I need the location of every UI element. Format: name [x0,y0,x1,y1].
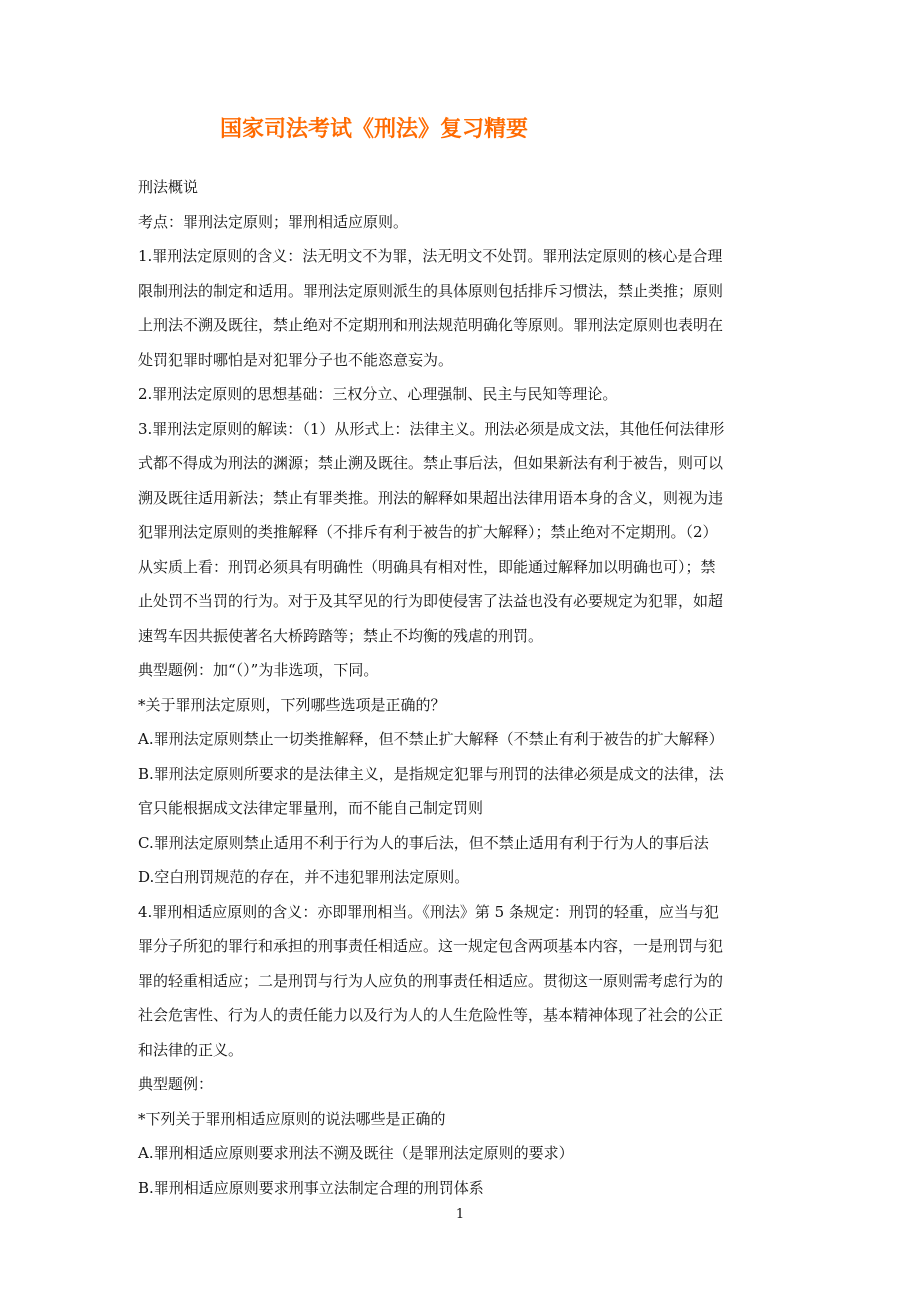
text-line: 典型题例： [138,1075,214,1093]
text-line: 止处罚不当罚的行为。对于及其罕见的行为即使侵害了法益也没有必要规定为犯罪，如超 [138,592,724,610]
text-line: 罪分子所犯的罪行和承担的刑事责任相适应。这一规定包含两项基本内容，一是刑罚与犯 [138,937,724,955]
text-line: B.罪刑相适应原则要求刑事立法制定合理的刑罚体系 [138,1178,484,1197]
text-line: 考点：罪刑法定原则；罪刑相适应原则。 [138,212,409,231]
text-line: 罪的轻重相适应；二是刑罚与行为人应负的刑事责任相适应。贯彻这一原则需考虑行为的 [138,971,724,990]
page-number: 1 [455,1207,465,1222]
text-line: *下列关于罪刑相适应原则的说法哪些是正确的 [138,1109,446,1128]
text-line: 1.罪刑法定原则的含义：法无明文不为罪，法无明文不处罚。罪刑法定原则的核心是合理 [138,247,723,265]
text-line: 速驾车因共振使著名大桥跨踏等；禁止不均衡的残虐的刑罚。 [138,626,544,645]
text-line: A.罪刑相适应原则要求刑法不溯及既往（是罪刑法定原则的要求） [138,1144,574,1162]
text-line: 和法律的正义。 [138,1040,244,1059]
text-line: 限制刑法的制定和适用。罪刑法定原则派生的具体原则包括排斥习惯法，禁止类推；原则 [138,281,724,300]
text-line: D.空白刑罚规范的存在，并不违犯罪刑法定原则。 [138,868,470,886]
text-line: 处罚犯罪时哪怕是对犯罪分子也不能恣意妄为。 [138,350,454,369]
document-body [138,170,783,1205]
text-line: 刑法概说 [138,178,199,196]
text-line: 官只能根据成文法律定罪量刑，而不能自己制定罚则 [138,799,484,817]
text-line: 3.罪刑法定原则的解读：（1）从形式上：法律主义。刑法必须是成文法，其他任何法律形 [138,419,725,438]
document-title: 国家司法考试《刑法》复习精要 [220,117,529,142]
text-line: 典型题例：加“（）”为非选项，下同。 [138,661,379,679]
text-line: C.罪刑法定原则禁止适用不利于行为人的事后法，但不禁止适用有利于行为人的事后法 [138,833,709,852]
text-line: 4.罪刑相适应原则的含义：亦即罪刑相当。《刑法》第 5 条规定：刑罚的轻重，应当与犯 [138,902,719,921]
text-line: 上刑法不溯及既往，禁止绝对不定期刑和刑法规范明确化等原则。罪刑法定原则也表明在 [138,316,724,334]
text-line: 社会危害性、行为人的责任能力以及行为人的人生危险性等，基本精神体现了社会的公正 [138,1006,724,1024]
text-line: 溯及既往适用新法；禁止有罪类推。刑法的解释如果超出法律用语本身的含义，则视为违 [138,488,724,507]
text-line: 2.罪刑法定原则的思想基础：三权分立、心理强制、民主与民知等理论。 [138,385,618,403]
text-line: *关于罪刑法定原则，下列哪些选项是正确的？ [138,695,446,714]
text-line: B.罪刑法定原则所要求的是法律主义，是指规定犯罪与刑罚的法律必须是成文的法律，法 [138,764,724,783]
text-line: A.罪刑法定原则禁止一切类推解释，但不禁止扩大解释（不禁止有利于被告的扩大解释） [138,730,724,748]
text-line: 式都不得成为刑法的渊源；禁止溯及既往。禁止事后法，但如果新法有利于被告，则可以 [138,454,724,472]
text-line: 犯罪刑法定原则的类推解释（不排斥有利于被告的扩大解释）；禁止绝对不定期刑。（2） [138,523,718,541]
text-line: 从实质上看：刑罚必须具有明确性（明确具有相对性，即能通过解释加以明确也可）；禁 [138,557,716,576]
